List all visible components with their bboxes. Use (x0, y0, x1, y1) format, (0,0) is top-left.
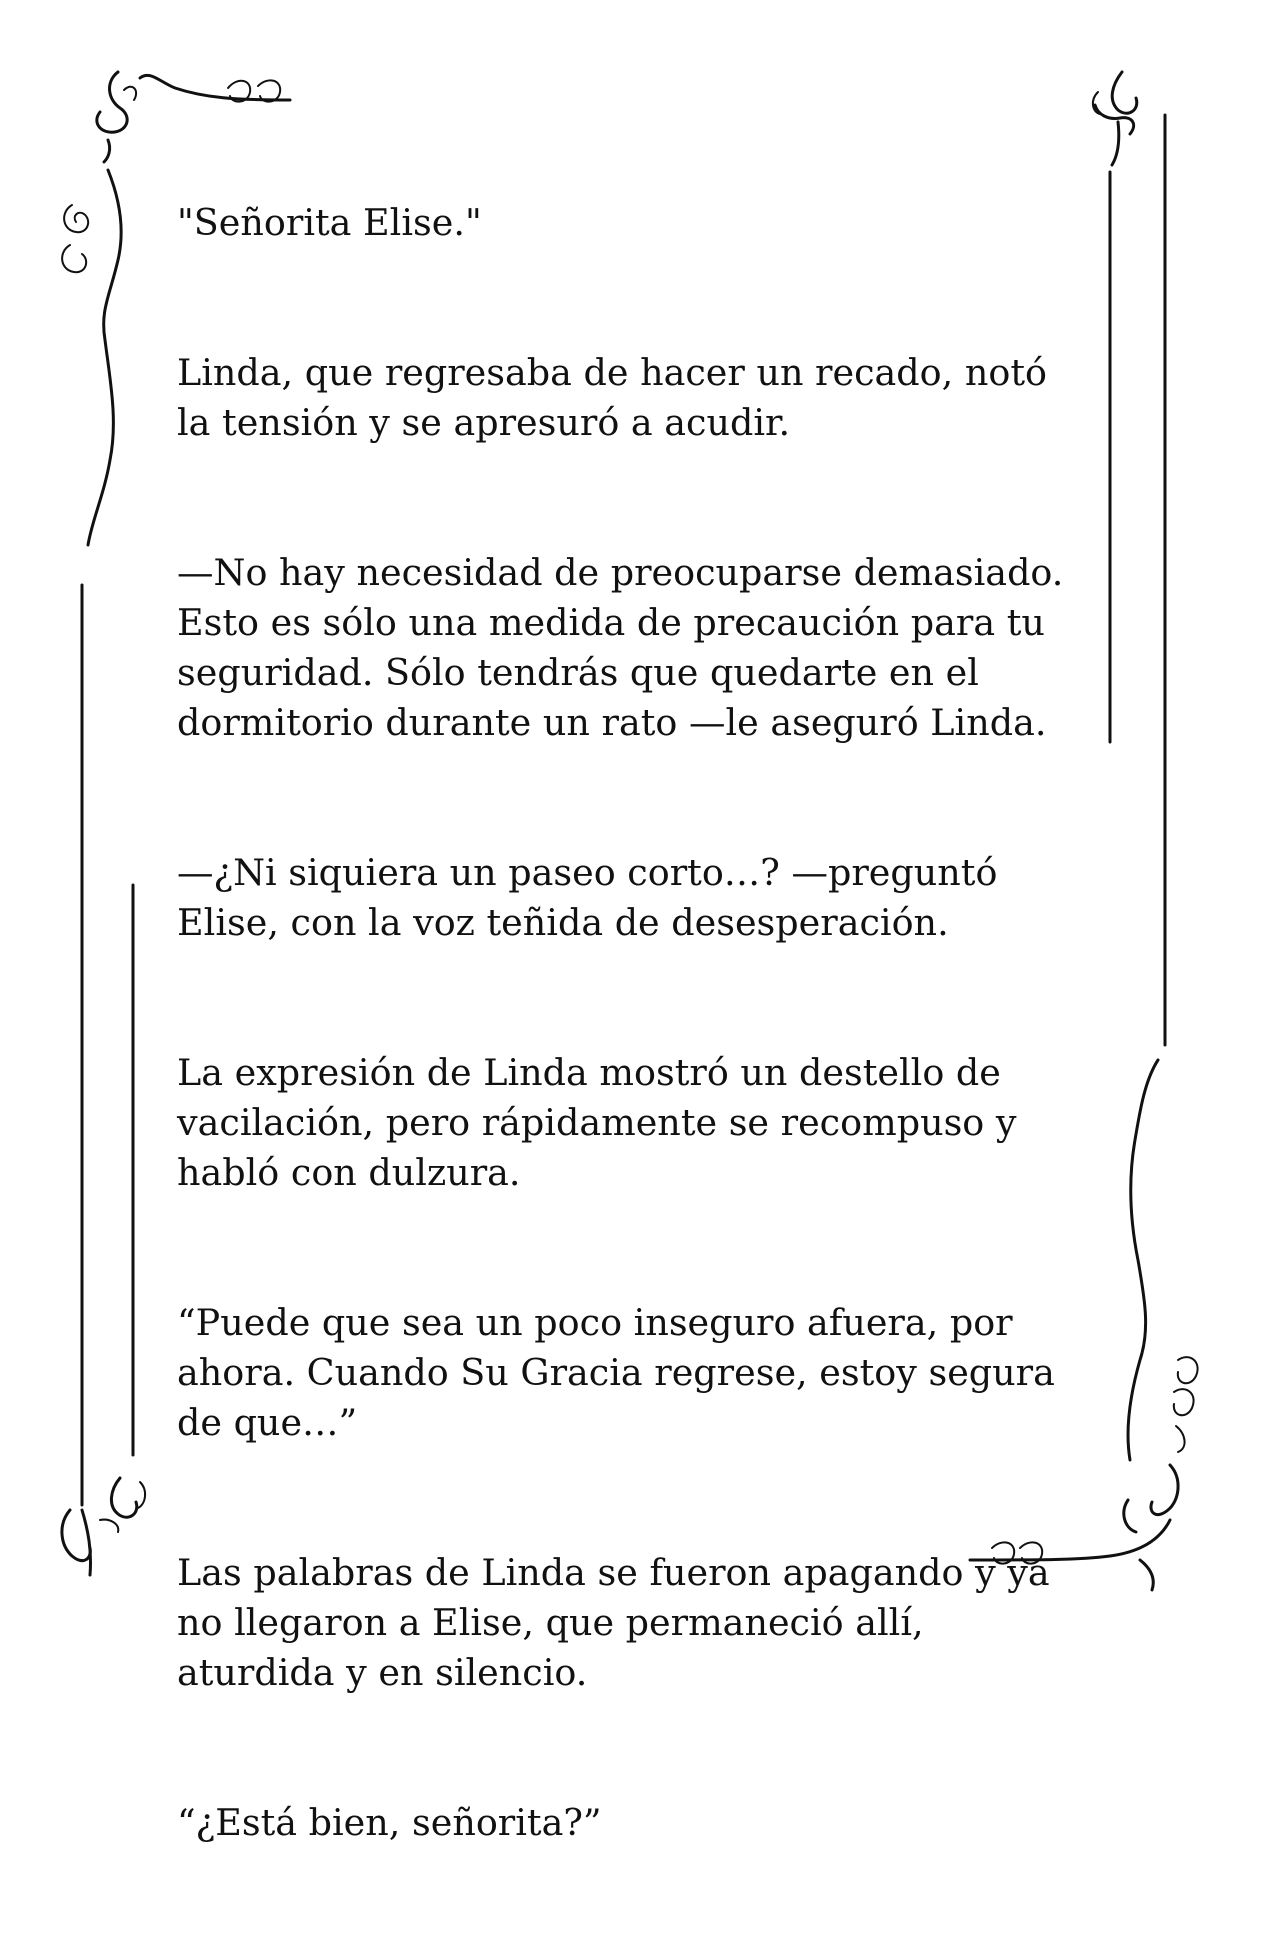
paragraph-8: “¿Está bien, señorita?” (177, 1801, 602, 1844)
paragraph-4: —¿Ni siquiera un paseo corto…? —preguntó Elise, con la voz teñida de desesperación. (177, 851, 998, 944)
paragraph-1: "Señorita Elise." (177, 201, 482, 244)
paragraph-2: Linda, que regresaba de hacer un recado, notó la tensión y se apresuró a acudir. (177, 351, 1047, 444)
paragraph-3: —No hay necesidad de preocuparse demasiado. Esto es sólo una medida de precaución para tu seguridad. Sólo tendrás que quedarte en el dormitorio durante un rato —le aseguró Linda. (177, 551, 1064, 744)
story-text (177, 148, 1107, 1948)
bottom-left-flourish (62, 1478, 145, 1575)
paragraph-5: La expresión de Linda mostró un destello de vacilación, pero rápidamente se recompuso y habló con dulzura. (177, 1051, 1017, 1194)
paragraph-6: “Puede que sea un poco inseguro afuera, por ahora. Cuando Su Gracia regrese, estoy segura de que…” (177, 1301, 1055, 1444)
paragraph-7: Las palabras de Linda se fueron apagando y ya no llegaron a Elise, que permaneció allí, aturdida y en silencio. (177, 1551, 1050, 1694)
